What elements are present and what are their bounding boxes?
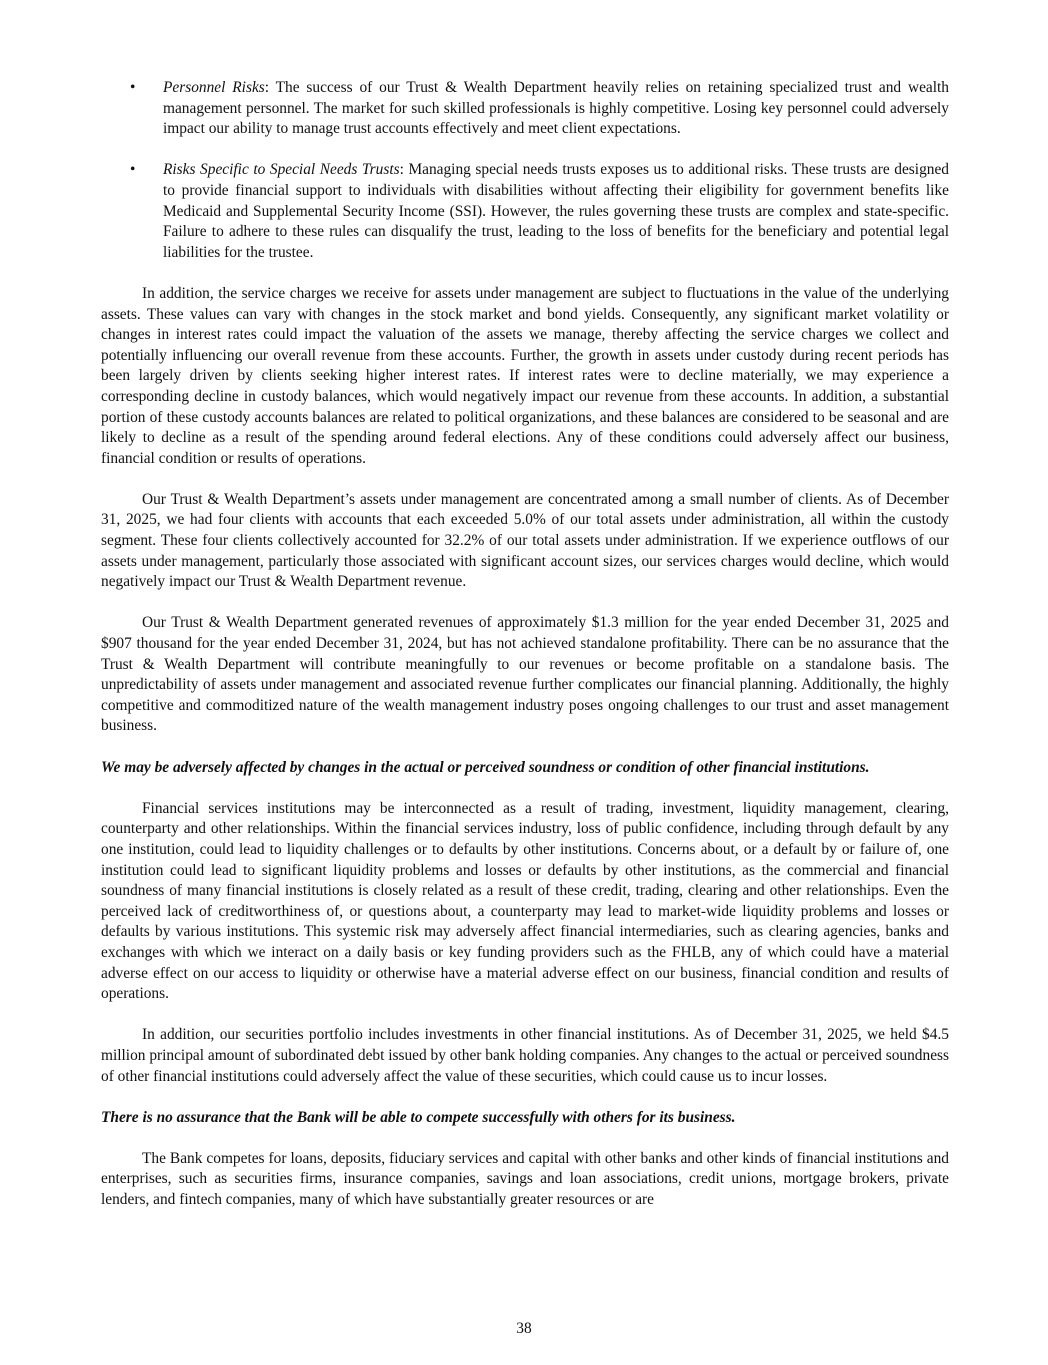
page-number: 38 [516,1320,532,1337]
bullet-text: : Managing special needs trusts exposes us to additional risks. These trusts are designed to provide financial support to individuals with disabilities without affecting their eligibility for government benefits like Medicaid and Supplemental Security Income (SSI). However, the rules governing these trusts are complex and state-specific. Failure to adhere to these rules can disqualify the trust, leading to the loss of benefits for the beneficiary and potential legal liabilities for the trustee. [163,161,949,261]
bullet-term: Personnel Risks [163,79,265,96]
paragraph-interconnected: Financial services institutions may be interconnected as a result of trading, investment, liquidity management, clearing, counterparty and other relationships. Within the financial services industry, loss of public confidence, including through default by any one institution, could lead to liquidity challenges or to defaults by other institutions. Concerns about, or a default by or failure of, one institution could lead to significant liquidity problems and losses or defaults by other institutions, as the commercial and financial soundness of many financial institutions is closely related as a result of these credit, trading, clearing and other relationships. Even the perceived lack of creditworthiness of, or questions about, a counterparty may lead to market-wide liquidity problems and losses or defaults by various institutions. This systemic risk may adversely affect financial intermediaries, such as clearing agencies, banks and exchanges with which we interact on a daily basis or key funding providers such as the FHLB, any of which could have a material adverse effect on our access to liquidity or otherwise have a material adverse effect on our business, financial condition and results of operations. [101,799,949,1003]
bullet-special-needs-trusts [101,160,949,263]
bullet-marker: • [130,79,136,96]
paragraph-securities-portfolio: In addition, our securities portfolio includes investments in other financial institutions. As of December 31, 2025, we held $4.5 million principal amount of subordinated debt issued by other bank holding companies. Any changes to the actual or perceived soundness of other financial institutions could adversely affect the value of these securities, which could cause us to incur losses. [101,1026,950,1085]
bullet-text: : The success of our Trust & Wealth Department heavily relies on retaining specialized trust and wealth management personnel. The market for such skilled professionals is highly competitive. Losing key personnel could adversely impact our ability to manage trust accounts effectively and meet client expectations. [163,79,949,138]
heading-soundness-risk: We may be adversely affected by changes in the actual or perceived soundness or condition of other financial institutions. [101,758,870,776]
paragraph-revenues: Our Trust & Wealth Department generated revenues of approximately $1.3 million for the year ended December 31, 2025 and $907 thousand for the year ended December 31, 2024, but has not achieved standalone profitability. There can be no assurance that the Trust & Wealth Department will contribute meaningfully to our revenues or become profitable on a standalone basis. The unpredictability of assets under management and associated revenue further complicates our financial planning. Additionally, the highly competitive and commoditized nature of the wealth management industry poses ongoing challenges to our trust and asset management business. [101,614,949,735]
heading-competition-risk: There is no assurance that the Bank will be able to compete successfully with others for its business. [101,1108,736,1126]
bullet-marker: • [130,161,136,179]
paragraph-concentration: Our Trust & Wealth Department’s assets under management are concentrated among a small number of clients. As of December 31, 2025, we had four clients with accounts that each exceeded 5.0% of our total assets under administration, all within the custody segment. These four clients collectively accounted for 32.2% of our total assets under administration. If we experience outflows of our assets under management, particularly those associated with significant account sizes, our services charges would decline, which would negatively impact our Trust & Wealth Department revenue. [101,490,949,591]
bullet-term: Risks Specific to Special Needs Trusts [163,161,400,179]
paragraph-competition: The Bank competes for loans, deposits, fiduciary services and capital with other banks and other kinds of financial institutions and enterprises, such as securities firms, insurance companies, savings and loan associations, credit unions, mortgage brokers, private lenders, and fintech companies, many of which have substantially greater resources or are [101,1149,949,1209]
document-page [101,78,949,1231]
paragraph-service-charges: In addition, the service charges we receive for assets under management are subject to fluctuations in the value of the underlying assets. These values can vary with changes in the stock market and bond yields. Consequently, any significant market volatility or changes in interest rates could impact the valuation of the assets we manage, thereby affecting the service charges we collect and potentially influencing our overall revenue from these accounts. Further, the growth in assets under custody during recent periods has been largely driven by clients seeking higher interest rates. If interest rates were to decline materially, we may experience a corresponding decline in custody balances, which would negatively impact our revenue from these accounts. In addition, a substantial portion of these custody accounts balances are related to political organizations, and these balances are considered to be seasonal and are likely to decline as a result of the spending around federal elections. Any of these conditions could adversely affect our business, financial condition or results of operations. [101,284,949,467]
bullet-personnel-risks [101,78,949,140]
